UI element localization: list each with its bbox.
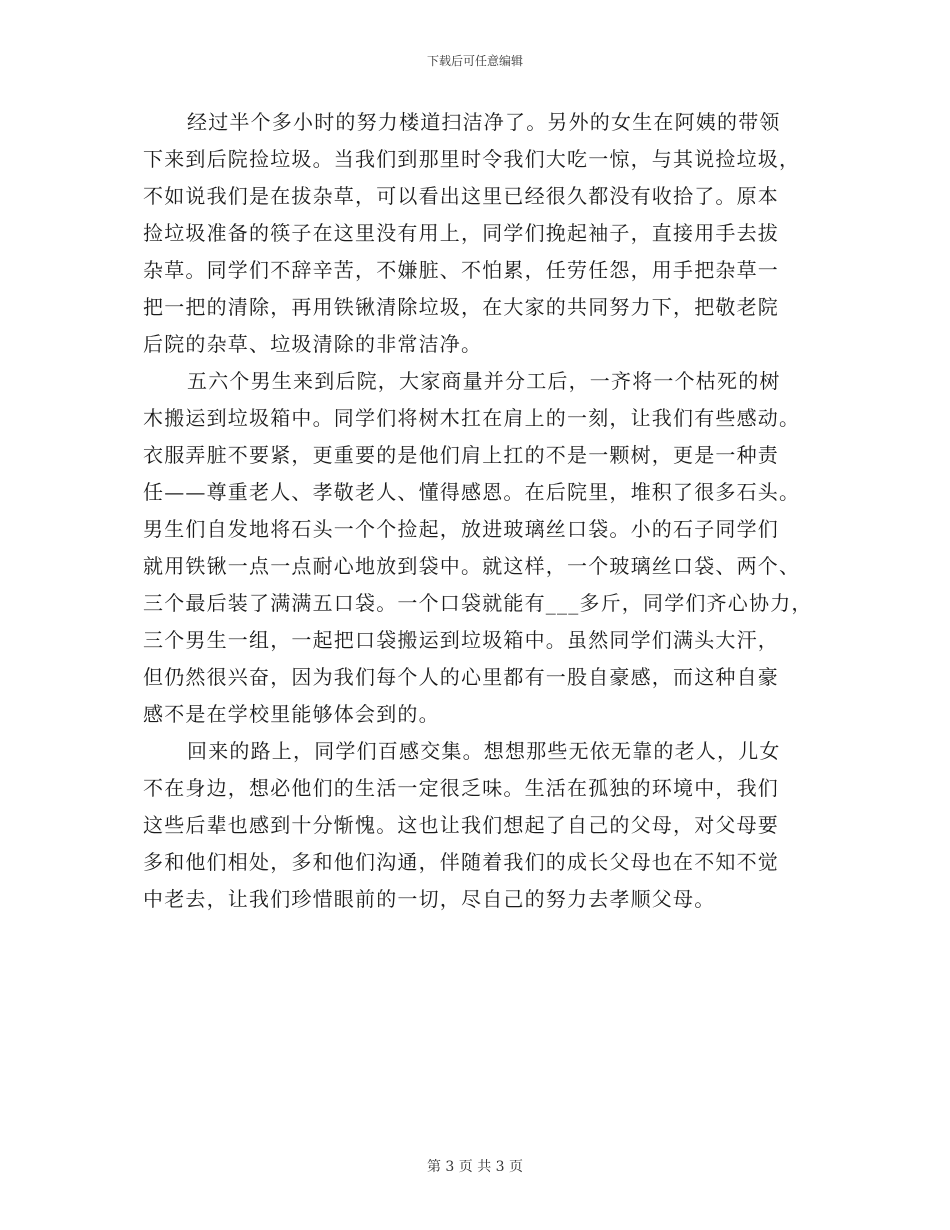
text-line: 木搬运到垃圾箱中。同学们将树木扛在肩上的一刻，让我们有些感动。	[143, 406, 801, 430]
text-line: 这些后辈也感到十分惭愧。这也让我们想起了自己的父母，对父母要	[143, 813, 779, 837]
text-line: 中老去，让我们珍惜眼前的一切，尽自己的努力去孝顺父母。	[143, 887, 716, 911]
text-line: 三个男生一组，一起把口袋搬运到垃圾箱中。虽然同学们满头大汗，	[143, 628, 779, 652]
document-body	[143, 104, 823, 918]
text-line: 多和他们相处，多和他们沟通，伴随着我们的成长父母也在不知不觉	[143, 850, 779, 874]
text-line: 捡垃圾准备的筷子在这里没有用上，同学们挽起袖子，直接用手去拔	[143, 221, 779, 245]
text-line: 下来到后院捡垃圾。当我们到那里时令我们大吃一惊，与其说捡垃圾，	[143, 147, 801, 171]
text-line: 后院的杂草、垃圾清除的非常洁净。	[143, 332, 483, 356]
text-line: 任——尊重老人、孝敬老人、懂得感恩。在后院里，堆积了很多石头。	[143, 480, 801, 504]
text-line: 不如说我们是在拔杂草，可以看出这里已经很久都没有收拾了。原本	[143, 184, 779, 208]
text-line: 杂草。同学们不辞辛苦，不嫌脏、不怕累，任劳任怨，用手把杂草一	[143, 258, 779, 282]
text-line: 不在身边，想必他们的生活一定很乏味。生活在孤独的环境中，我们	[143, 776, 779, 800]
paragraph	[143, 104, 823, 363]
text-line: 把一把的清除，再用铁锹清除垃圾，在大家的共同努力下，把敬老院	[143, 295, 779, 319]
page-number: 第 3 页 共 3 页	[426, 1159, 524, 1175]
paragraph	[143, 363, 823, 733]
text-line: 经过半个多小时的努力楼道扫洁净了。另外的女生在阿姨的带领	[187, 110, 781, 134]
text-line: 回来的路上，同学们百感交集。想想那些无依无靠的老人，儿女	[187, 739, 781, 763]
page-header: 下载后可任意编辑	[426, 54, 523, 68]
text-line: 就用铁锹一点一点耐心地放到袋中。就这样，一个玻璃丝口袋、两个、	[143, 554, 801, 578]
text-line: 三个最后装了满满五口袋。一个口袋就能有___多斤，同学们齐心协力，	[143, 591, 813, 615]
text-line: 五六个男生来到后院，大家商量并分工后，一齐将一个枯死的树	[187, 369, 781, 393]
paragraph	[143, 733, 823, 918]
text-line: 衣服弄脏不要紧，更重要的是他们肩上扛的不是一颗树，更是一种责	[143, 443, 779, 467]
text-line: 感不是在学校里能够体会到的。	[143, 702, 440, 726]
text-line: 但仍然很兴奋，因为我们每个人的心里都有一股自豪感，而这种自豪	[143, 665, 779, 689]
text-line: 男生们自发地将石头一个个捡起，放进玻璃丝口袋。小的石子同学们	[143, 517, 779, 541]
